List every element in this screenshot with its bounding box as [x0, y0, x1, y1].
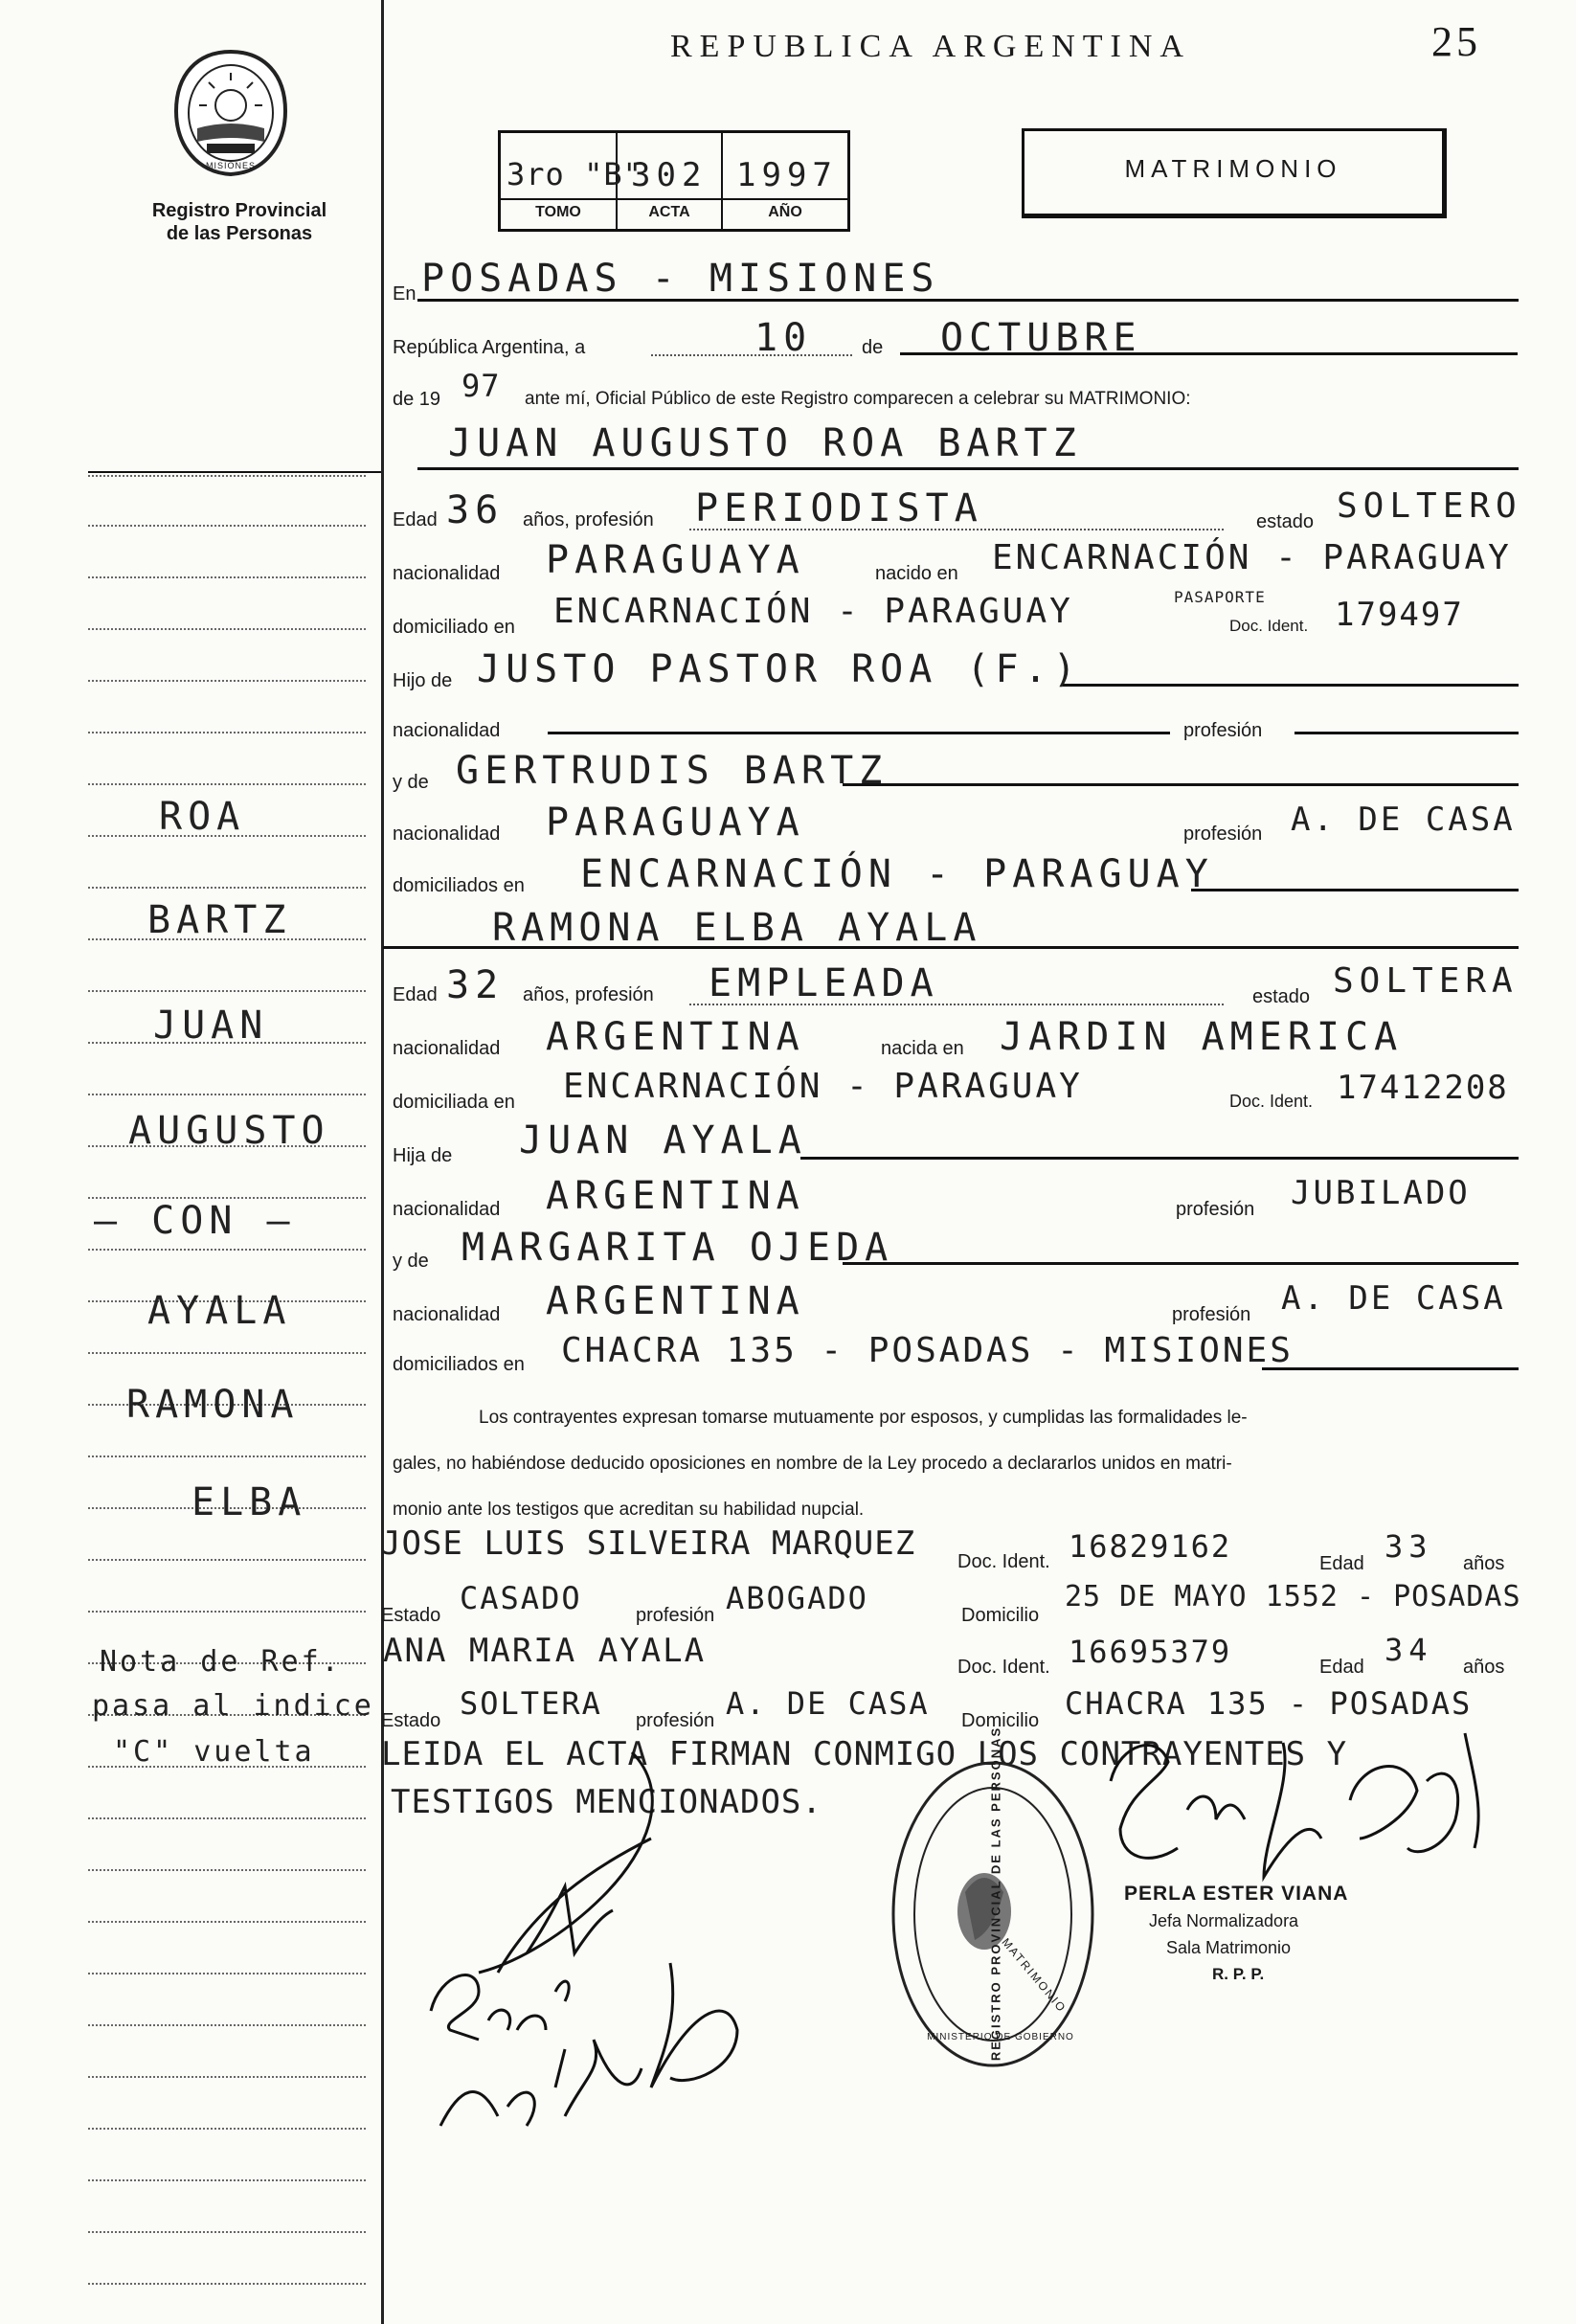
closing-line2: TESTIGOS MENCIONADOS.: [391, 1783, 822, 1821]
groom-domicilio-label: domiciliado en: [393, 617, 515, 638]
witness1-profesion-label: profesión: [636, 1605, 715, 1626]
groom-full-name: JUAN AUGUSTO ROA BARTZ: [448, 421, 1082, 465]
witness1-domicilio: 25 DE MAYO 1552 - POSADAS: [1065, 1580, 1521, 1613]
margin-ref-line3: "C" vuelta: [113, 1735, 315, 1769]
witness1-name: JOSE LUIS SILVEIRA MARQUEZ: [381, 1524, 916, 1563]
day: 10: [754, 316, 813, 360]
groom-doc: 179497: [1335, 596, 1464, 634]
bride-yde-label: y de: [393, 1251, 429, 1272]
year-suffix: 97: [462, 368, 501, 404]
witness1-estado-label: Estado: [381, 1605, 441, 1626]
witness2-anos-label: años: [1463, 1657, 1505, 1678]
groom-mother: GERTRUDIS BARTZ: [456, 749, 889, 793]
bride-edad-label: Edad: [393, 984, 438, 1005]
month: OCTUBRE: [940, 316, 1142, 360]
stamp-inner-text: MINISTERIO DE GOBIERNO: [927, 2032, 1074, 2042]
bride-father-prof: JUBILADO: [1291, 1174, 1471, 1212]
groom-father-nac-label: nacionalidad: [393, 720, 501, 741]
witness2-profesion: A. DE CASA: [726, 1685, 930, 1722]
groom-nacionalidad: PARAGUAYA: [546, 538, 805, 582]
groom-father: JUSTO PASTOR ROA (F.): [477, 647, 1082, 691]
bride-full-name: RAMONA ELBA AYALA: [492, 906, 982, 950]
republica-label: República Argentina, a: [393, 337, 586, 358]
margin-divider: [381, 0, 384, 2324]
witness2-domicilio: CHACRA 135 - POSADAS: [1065, 1685, 1473, 1722]
stamp-center-text: MATRIMONIO: [999, 1935, 1069, 2016]
witness2-doc-label: Doc. Ident.: [957, 1657, 1050, 1678]
bride-doc: 17412208: [1337, 1069, 1509, 1107]
groom-estado-label: estado: [1256, 511, 1315, 532]
witness2-domicilio-label: Domicilio: [961, 1710, 1040, 1731]
bride-father-nac: ARGENTINA: [546, 1174, 805, 1218]
margin-ref-line1: Nota de Ref.: [100, 1645, 342, 1679]
place: POSADAS - MISIONES: [421, 257, 940, 301]
bride-signature: [421, 1934, 785, 2145]
groom-nacionalidad-label: nacionalidad: [393, 563, 501, 584]
de-label: de: [862, 337, 884, 358]
bride-father: JUAN AYALA: [519, 1118, 807, 1162]
witness1-edad-label: Edad: [1319, 1553, 1364, 1574]
witness2-name: ANA MARIA AYALA: [383, 1632, 707, 1670]
declaration-line3: monio ante los testigos que acreditan su habilidad nupcial.: [393, 1500, 865, 1520]
groom-mother-nac: PARAGUAYA: [546, 801, 805, 845]
bride-nacionalidad: ARGENTINA: [546, 1015, 805, 1059]
groom-father-prof-label: profesión: [1183, 720, 1263, 741]
witness2-edad: 34: [1385, 1632, 1433, 1668]
margin-ref-line2: pasa al indice: [92, 1689, 374, 1723]
intro-sentence: ante mí, Oficial Público de este Registro comparecen a celebrar su MATRIMONIO:: [525, 389, 1191, 409]
groom-edad: 36: [446, 488, 505, 532]
witness2-doc: 16695379: [1069, 1634, 1232, 1670]
en-label: En: [393, 283, 417, 305]
bride-edad: 32: [446, 963, 505, 1007]
groom-anos-profesion-label: años, profesión: [523, 509, 654, 530]
groom-parents-dom: ENCARNACIÓN - PARAGUAY: [580, 852, 1214, 896]
margin-note-roa: ROA: [159, 795, 246, 839]
witness2-estado-label: Estado: [381, 1710, 441, 1731]
groom-mother-prof-label: profesión: [1183, 824, 1263, 845]
bride-nacida-en: JARDIN AMERICA: [1000, 1015, 1404, 1059]
declaration-line2: gales, no habiéndose deducido oposiciones en nombre de la Ley procedo a declararlos unidos en matri-: [393, 1454, 1232, 1474]
margin-note-juan: JUAN: [153, 1004, 269, 1048]
office-name-line1: Registro Provincial: [151, 200, 327, 221]
bride-mother-prof-label: profesión: [1172, 1304, 1251, 1325]
official-title: Jefa Normalizadora: [1149, 1911, 1299, 1930]
office-name: [96, 199, 383, 245]
bride-parents-dom: CHACRA 135 - POSADAS - MISIONES: [561, 1331, 1294, 1370]
groom-domicilio: ENCARNACIÓN - PARAGUAY: [553, 592, 1073, 631]
bride-profesion: EMPLEADA: [709, 961, 939, 1005]
bride-mother: MARGARITA OJEDA: [462, 1226, 894, 1270]
witness1-doc-label: Doc. Ident.: [957, 1551, 1050, 1572]
witness1-estado: CASADO: [460, 1580, 582, 1616]
bride-domicilio-label: domiciliada en: [393, 1092, 515, 1113]
bride-father-prof-label: profesión: [1176, 1199, 1255, 1220]
groom-parents-dom-label: domiciliados en: [393, 875, 525, 896]
bride-nacionalidad-label: nacionalidad: [393, 1038, 501, 1059]
seal-text: MISIONES: [206, 161, 257, 170]
margin-note-con: — CON —: [94, 1199, 296, 1243]
groom-edad-label: Edad: [393, 509, 438, 530]
groom-mother-prof: A. DE CASA: [1291, 801, 1516, 839]
bride-domicilio: ENCARNACIÓN - PARAGUAY: [563, 1067, 1083, 1106]
ano-label: AÑO: [768, 204, 802, 220]
page-title: REPUBLICA ARGENTINA: [670, 29, 1191, 64]
bride-estado-label: estado: [1252, 986, 1311, 1007]
groom-nacido-label: nacido en: [875, 563, 958, 584]
bride-parents-dom-label: domiciliados en: [393, 1354, 525, 1375]
groom-mother-nac-label: nacionalidad: [393, 824, 501, 845]
ano-value: 1997: [736, 156, 838, 194]
witness1-edad: 33: [1385, 1528, 1433, 1565]
witness2-estado: SOLTERA: [460, 1685, 602, 1722]
official-name: PERLA ESTER VIANA: [1124, 1883, 1349, 1905]
bride-anos-profesion-label: años, profesión: [523, 984, 654, 1005]
act-type-box: [1022, 128, 1447, 218]
tomo-label: TOMO: [535, 204, 581, 220]
office-name-line2: de las Personas: [166, 223, 313, 244]
groom-hijo-label: Hijo de: [393, 670, 453, 691]
groom-yde-label: y de: [393, 772, 429, 793]
bride-estado: SOLTERA: [1333, 961, 1519, 1001]
witness1-anos-label: años: [1463, 1553, 1505, 1574]
acta-value: 302: [631, 156, 708, 194]
bride-nacida-label: nacida en: [881, 1038, 964, 1059]
groom-doc-type: PASAPORTE: [1174, 588, 1266, 606]
bride-mother-nac: ARGENTINA: [546, 1279, 805, 1323]
margin-note-bartz: BARTZ: [147, 898, 292, 942]
official-org: R. P. P.: [1212, 1965, 1265, 1983]
acta-label: ACTA: [648, 204, 690, 220]
margin-note-augusto: AUGUSTO: [128, 1109, 330, 1153]
witness2-profesion-label: profesión: [636, 1710, 715, 1731]
tomo-value: 3ro "B": [507, 156, 642, 192]
provincial-seal-icon: [169, 46, 293, 180]
margin-note-ramona: RAMONA: [126, 1383, 300, 1427]
witness1-profesion: ABOGADO: [726, 1580, 868, 1616]
declaration-line1: Los contrayentes expresan tomarse mutuamente por esposos, y cumplidas las formalidades le-: [479, 1408, 1248, 1428]
page-number: 25: [1431, 18, 1481, 65]
margin-note-ayala: AYALA: [147, 1289, 292, 1333]
official-dept: Sala Matrimonio: [1166, 1938, 1292, 1957]
margin-note-elba: ELBA: [191, 1480, 307, 1524]
groom-doc-label: Doc. Ident.: [1229, 617, 1309, 635]
witness1-doc: 16829162: [1069, 1528, 1232, 1565]
bride-doc-label: Doc. Ident.: [1229, 1092, 1314, 1111]
bride-hija-label: Hija de: [393, 1145, 453, 1166]
bride-mother-prof: A. DE CASA: [1281, 1279, 1506, 1318]
year-prefix: de 19: [393, 389, 441, 410]
official-signature: [1063, 1724, 1503, 1906]
witness1-domicilio-label: Domicilio: [961, 1605, 1040, 1626]
witness2-edad-label: Edad: [1319, 1657, 1364, 1678]
groom-estado: SOLTERO: [1337, 486, 1522, 526]
groom-nacido-en: ENCARNACIÓN - PARAGUAY: [992, 538, 1512, 577]
bride-mother-nac-label: nacionalidad: [393, 1304, 501, 1325]
act-type: MATRIMONIO: [1124, 154, 1342, 183]
bride-father-nac-label: nacionalidad: [393, 1199, 501, 1220]
groom-profesion: PERIODISTA: [695, 486, 983, 530]
stamp-outer-text: REGISTRO PROVINCIAL DE LAS PERSONAS: [988, 1726, 1003, 2062]
closing-line1: LEIDA EL ACTA FIRMAN CONMIGO LOS CONTRAYENTES Y: [381, 1735, 1348, 1773]
registry-box: [498, 130, 850, 232]
